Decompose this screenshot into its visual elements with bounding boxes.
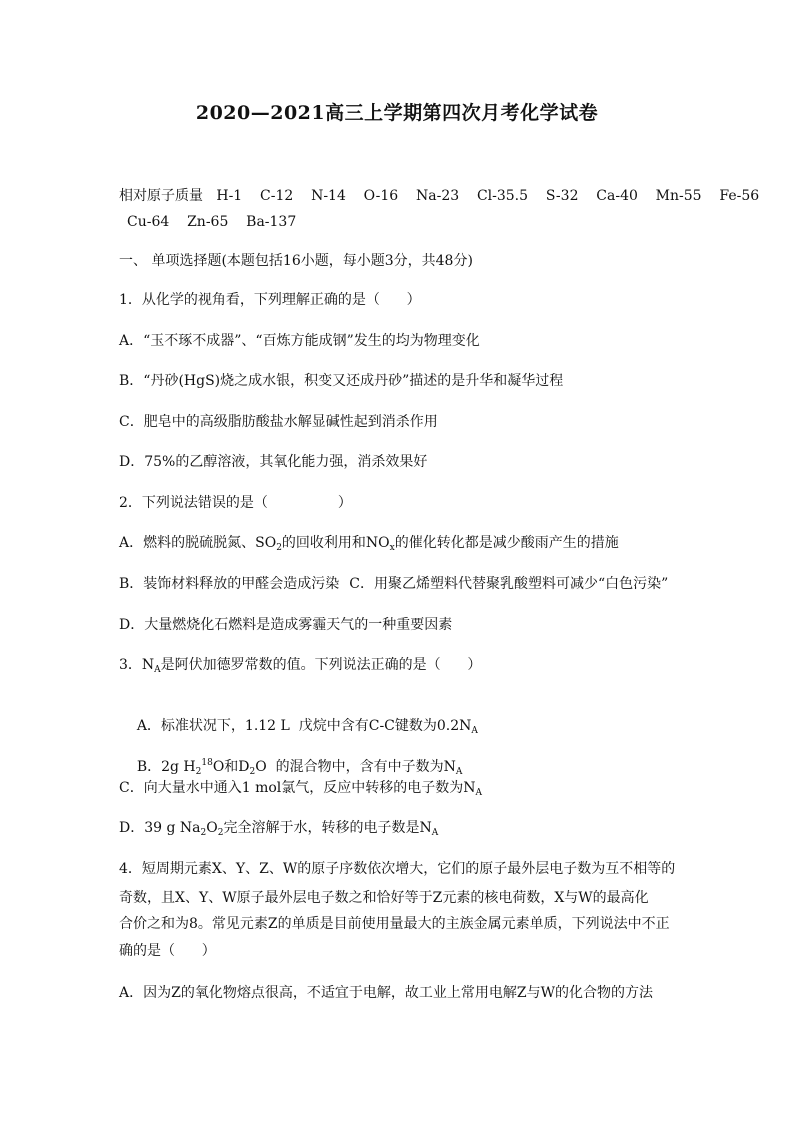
atomic-mass-line-1 — [119, 186, 759, 206]
q1-option-b: B．“丹砂(HgS)烧之成水银，积变又还成丹砂”描述的是升华和凝华过程 — [119, 373, 564, 389]
q2-option-b: B．装饰材料释放的甲醛会造成污染 — [119, 576, 340, 592]
q1-option-a: A．“玉不琢不成器”、“百炼方能成钢”发生的均为物理变化 — [119, 333, 480, 349]
atomic-mass-label: 相对原子质量 — [119, 188, 203, 204]
q3-option-d: D．39 g $Na_2O_2$完全溶解于水，转移的电子数是$N_A$ — [119, 820, 439, 838]
q2-option-d: D．大量燃烧化石燃料是造成雾霾天气的一种重要因素 — [119, 617, 453, 633]
q4-stem-line-1: 4．短周期元素X、Y、Z、W的原子序数依次增大，它们的原子最外层电子数为互不相等的 — [119, 861, 676, 877]
q2-option-a: A．燃料的脱硫脱氮、$SO_2$的回收利用和$NO_x$的催化转化都是减少酸雨产生的措施 — [119, 535, 619, 553]
q1-option-d: D．75%的乙醇溶液，其氧化能力强，消杀效果好 — [119, 454, 428, 470]
q1-option-c: C．肥皂中的高级脂肪酸盐水解显碱性起到消杀作用 — [119, 414, 438, 430]
q4-option-a: A．因为Z的氧化物熔点很高，不适宜于电解，故工业上常用电解Z与W的化合物的方法 — [119, 985, 653, 1001]
q3-option-c: C．向大量水中通入1 mol氯气，反应中转移的电子数为$N_A$ — [119, 780, 482, 798]
section-heading: 一、 单项选择题(本题包括16小题，每小题3分，共48分) — [119, 253, 473, 269]
q1-stem: 1．从化学的视角看，下列理解正确的是（ ） — [119, 292, 421, 308]
q4-stem-line-2: 奇数，且X、Y、W原子最外层电子数之和恰好等于Z元素的核电荷数，X与W的最高化 — [119, 890, 649, 906]
q2-option-c: C．用聚乙烯塑料代替聚乳酸塑料可减少“白色污染” — [349, 576, 669, 592]
q4-stem-line-3: 合价之和为8。常见元素Z的单质是目前使用量最大的主族金属元素单质，下列说法中不正 — [119, 916, 670, 932]
q2-stem: 2．下列说法错误的是（ ） — [119, 495, 352, 511]
q3-option-b: B．2g $H_2^{18}O$和$D_2O$ 的混合物中，含有中子数为$N_A$ — [136, 758, 463, 777]
q2-option-b-c — [119, 574, 668, 594]
q4-stem-line-4: 确的是（ ） — [119, 943, 216, 959]
atomic-mass-values-1: H-1 C-12 N-14 O-16 Na-23 Cl-35.5 S-32 Ca-40 Mn-55 Fe-56 — [216, 188, 760, 204]
exam-title: 2020—2021高三上学期第四次月考化学试卷 — [195, 102, 599, 124]
q3-option-a: A．标准状况下，1.12 L 戊烷中含有C-C键数为$0.2N_A$ — [136, 718, 478, 736]
q3-stem: 3．$N_A$是阿伏加德罗常数的值。下列说法正确的是（ ） — [119, 657, 482, 675]
atomic-mass-line-2: Cu-64 Zn-65 Ba-137 — [127, 214, 297, 230]
